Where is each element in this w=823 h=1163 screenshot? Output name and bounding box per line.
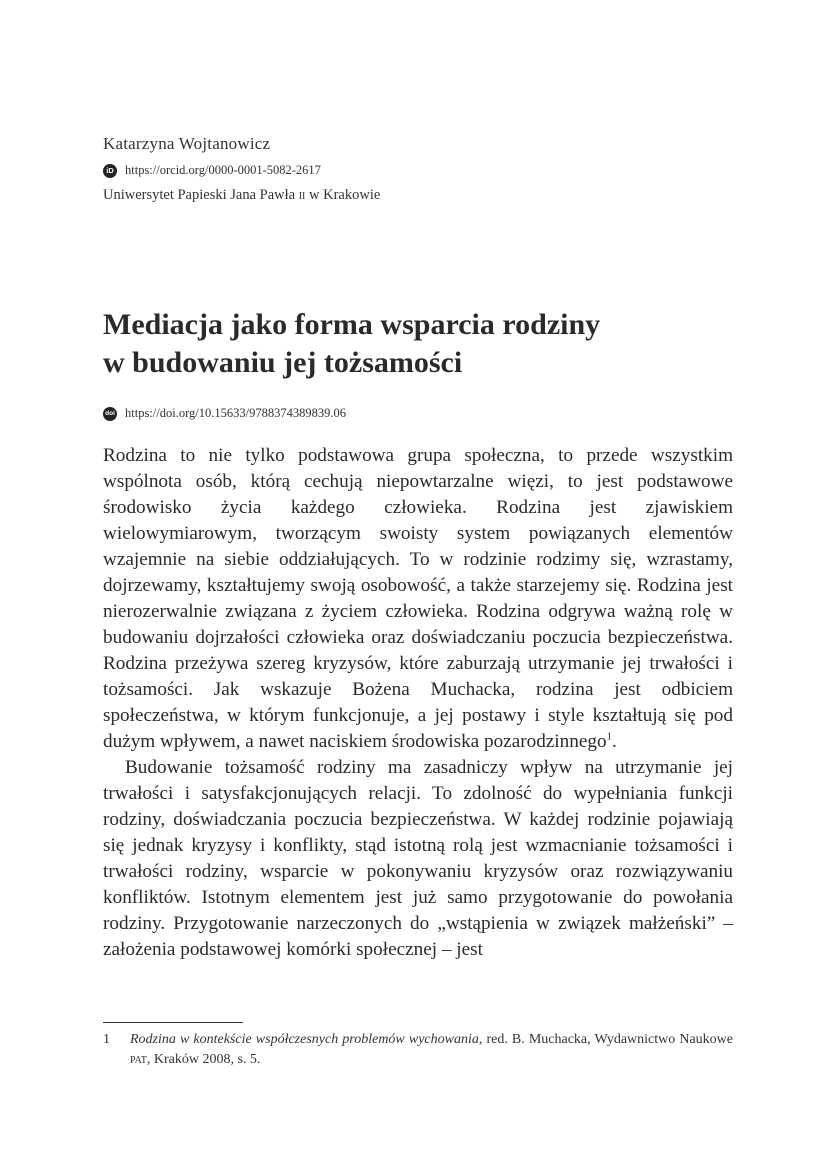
footnote-cited-title: Rodzina w kontekście współczesnych problemów wychowania: [130, 1032, 479, 1047]
orcid-link[interactable]: https://orcid.org/0000-0001-5082-2617: [125, 163, 321, 177]
body-paragraph-1: [103, 443, 733, 755]
affiliation: [103, 187, 380, 204]
affiliation-suffix: w Krakowie: [305, 187, 381, 203]
footnote-reference[interactable]: 1: [606, 730, 613, 743]
footnote-publisher-abbr: pat: [130, 1052, 147, 1067]
title-line-1: Mediacja jako forma wsparcia rodziny: [103, 308, 601, 341]
footnote-1: [103, 1030, 733, 1070]
author-name: Katarzyna Wojtanowicz: [103, 134, 271, 153]
footnote-number: 1: [103, 1032, 110, 1047]
affiliation-roman-numeral: ii: [298, 187, 306, 203]
body-paragraph-2: Budowanie tożsamość rodziny ma zasadniczy wpływ na utrzymanie jej trwałości i satysfakcjonujących relacji. To zdolność do wypełniania funkcji rodziny, doświadczania poczucia bezpieczeństwa. W każdej rodzinie pojawiają się jednak kryzysy i konflikty, stąd istotną rolą jest wzmacnianie tożsamości i trwałości rodziny, wsparcie w pokonywaniu kryzysów oraz rozwiązywaniu konfliktów. Istotnym elementem jest już samo przygotowanie do powołania rodziny. Przygotowanie narzeczonych do „wstąpienia w związek małżeński” – założenia podstawowej komórki społecznej – jest: [103, 757, 733, 960]
title-line-2: w budowaniu jej tożsamości: [103, 346, 463, 379]
paragraph-1-end: .: [612, 731, 617, 752]
footnote-text: [130, 1030, 733, 1070]
doi-icon: doi: [103, 407, 117, 421]
paragraph-1-text: Rodzina to nie tylko podstawowa grupa społeczna, to przede wszystkim wspólnota osób, którą cechują niepowtarzalne więzi, to jest podstawowe środowisko życia każdego człowieka. Rodzina jest zjawiskiem wielowymiarowym, tworzącym swoisty system powiązanych elementów wzajemnie na siebie oddziałujących. To w rodzinie rodzimy się, wzrastamy, dojrzewamy, kształtujemy swoją osobowość, a także starzejemy się. Rodzina jest nierozerwalnie związana z życiem człowieka. Rodzina odgrywa ważną rolę w budowaniu dojrzałości człowieka oraz doświadczaniu poczucia bezpieczeństwa. Rodzina przeżywa szereg kryzysów, które zaburzają utrzymanie jej trwałości i tożsamości. Jak wskazuje Bożena Muchacka, rodzina jest odbiciem społeczeństwa, w którym funkcjonuje, a jej postawy i style kształtują się pod dużym wpływem, a nawet naciskiem środowiska pozarodzinnego: [103, 445, 733, 752]
doi-line: [103, 406, 346, 421]
article-body: [103, 443, 733, 963]
article-title: [103, 306, 743, 382]
orcid-line: [103, 163, 321, 178]
doi-link[interactable]: https://doi.org/10.15633/9788374389839.06: [125, 406, 346, 420]
orcid-icon: iD: [103, 164, 117, 178]
affiliation-prefix: Uniwersytet Papieski Jana Pawła: [103, 187, 299, 203]
footnote-text-a: , red. B. Muchacka, Wydawnictwo Naukowe: [478, 1032, 733, 1047]
footnote-text-b: , Kraków 2008, s. 5.: [146, 1052, 261, 1067]
footnote-divider: [103, 1022, 243, 1023]
